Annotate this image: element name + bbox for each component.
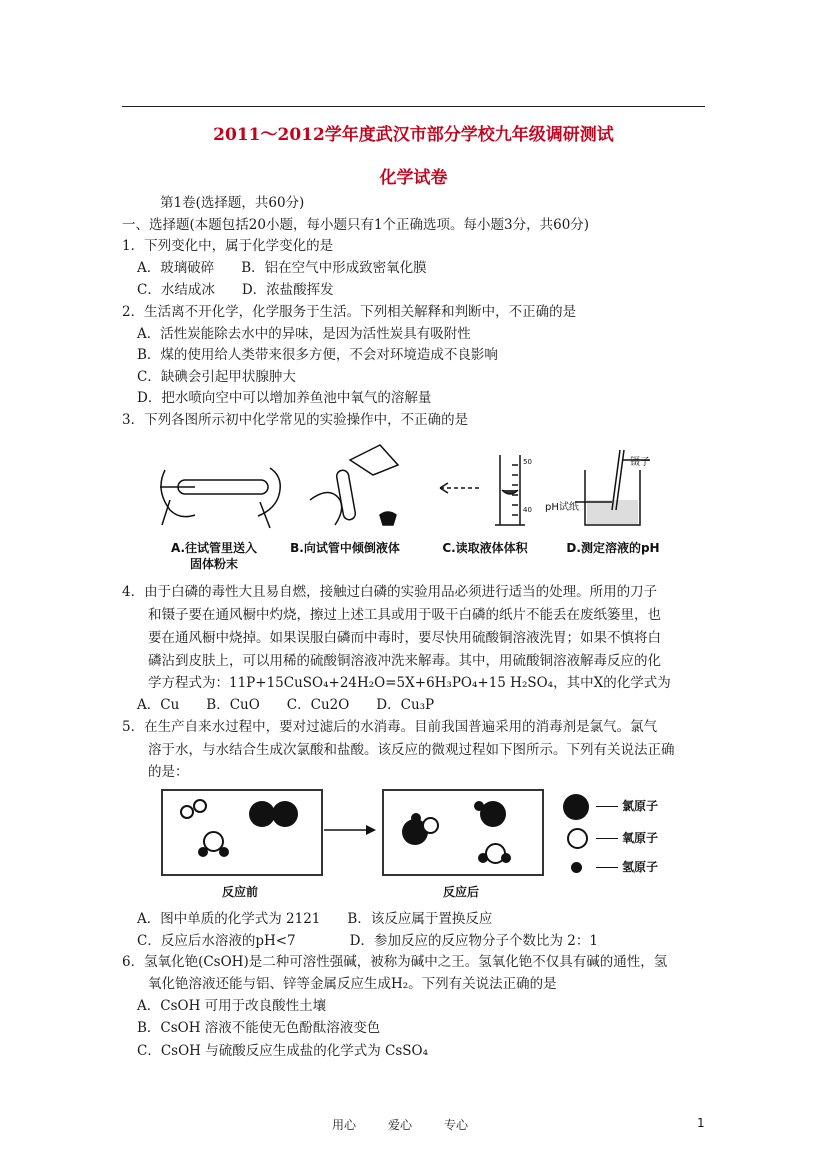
legend-chlorine: 氯原子 — [622, 799, 659, 813]
q4-line-2: 和镊子要在通风橱中灼烧，擦过上述工具或用于吸干白磷的纸片不能丢在废纸篓里，也 — [148, 607, 661, 623]
q2-option-c: C．缺碘会引起甲状腺肿大 — [137, 369, 296, 385]
q6-option-a: A．CsOH 可用于改良酸性土壤 — [137, 998, 327, 1014]
instructions: 一、选择题(本题包括20小题，每小题只有1个正确选项。每小题3分，共60分) — [122, 217, 590, 233]
hydrogen-atom — [501, 853, 511, 863]
cylinder-scale-top: 50 — [523, 458, 532, 466]
legend-oxygen-icon — [567, 828, 588, 849]
q3-caption-d: D.测定溶液的pH — [566, 541, 660, 555]
q6-option-b: B．CsOH 溶液不能使无色酚酞溶液变色 — [137, 1020, 381, 1036]
hydrogen-atom — [219, 847, 229, 857]
q2-stem: 2．生活离不开化学，化学服务于生活。下列相关解释和判断中，不正确的是 — [122, 304, 577, 320]
q6-line-1: 6．氢氧化铯(CsOH)是二种可溶性强碱，被称为碱中之王。氢氧化铯不仅具有碱的通性，氢 — [122, 954, 668, 970]
q3-stem: 3．下列各图所示初中化学常见的实验操作中，不正确的是 — [122, 412, 469, 428]
q1-options-ab: A．玻璃破碎 B．铝在空气中形成致密氧化膜 — [137, 260, 427, 276]
q4-line-1: 4．由于白磷的毒性大且易自燃，接触过白磷的实验用品必须进行适当的处理。所用的刀子 — [122, 584, 658, 600]
reaction-before-box — [161, 789, 323, 876]
q5-options-ab: A．图中单质的化学式为 2121 B．该反应属于置换反应 — [137, 911, 493, 927]
reaction-after-box — [382, 789, 544, 876]
q5-line-2: 溶于水，与水结合生成次氯酸和盐酸。该反应的微观过程如下图所示。下列有关说法正确 — [148, 742, 675, 758]
label-tweezers: 镊子 — [630, 457, 650, 468]
page-number: 1 — [697, 1116, 705, 1130]
hydrogen-atom — [193, 799, 207, 813]
exam-title: 2011～2012学年度武汉市部分学校九年级调研测试 — [213, 125, 614, 145]
oxygen-atom — [422, 817, 439, 834]
label-after: 反应后 — [442, 885, 479, 899]
q3-caption-a-line2: 固体粉末 — [189, 557, 238, 571]
q2-option-b: B．煤的使用给人类带来很多方便，不会对环境造成不良影响 — [137, 347, 498, 363]
figure-a-test-tube — [160, 468, 280, 528]
hydrogen-atom — [180, 805, 194, 819]
q2-option-a: A．活性炭能除去水中的异味，是因为活性炭具有吸附性 — [137, 326, 471, 342]
legend-hydrogen: 氢原子 — [622, 860, 659, 874]
q5-line-1: 5．在生产自来水过程中，要对过滤后的水消毒。目前我国普遍采用的消毒剂是氯气。氯气 — [122, 719, 658, 735]
lab-operations-illustration — [150, 440, 670, 540]
legend-hydrogen-icon — [571, 862, 582, 873]
figure-c-cylinder — [440, 455, 525, 525]
q4-line-5: 学方程式为：11P+15CuSO₄+24H₂O=5X+6H₃PO₄+15 H₂SO₄，其中X的化学式为 — [148, 675, 671, 691]
q5-line-3: 的是： — [148, 764, 189, 780]
footer-word-3: 专心 — [444, 1118, 469, 1132]
footer-word-2: 爱心 — [388, 1118, 413, 1132]
reaction-arrow-icon — [322, 822, 378, 838]
q5-options-cd: C．反应后水溶液的pH<7 D．参加反应的反应物分子个数比为 2：1 — [137, 933, 598, 949]
q4-line-3: 要在通风橱中烧掉。如果误服白磷而中毒时，要尽快用硫酸铜溶液洗胃；如果不慎将白 — [148, 630, 661, 646]
legend-chlorine-icon — [563, 794, 589, 820]
chlorine-atom — [272, 801, 298, 827]
hydrogen-atom — [474, 801, 484, 811]
q3-caption-b: B.向试管中倾倒液体 — [290, 541, 400, 555]
q1-stem: 1．下列变化中，属于化学变化的是 — [122, 238, 334, 254]
q3-caption-a — [156, 540, 272, 572]
label-ph-paper: pH试纸 — [545, 502, 579, 513]
hydrogen-atom — [198, 847, 208, 857]
figure-b-pouring — [310, 445, 398, 525]
legend-line — [596, 806, 618, 807]
q4-line-4: 磷沾到皮肤上，可以用稀的硫酸铜溶液冲洗来解毒。其中，用硫酸铜溶液解毒反应的化 — [148, 653, 661, 669]
legend-line — [596, 867, 618, 868]
hydrogen-atom — [411, 813, 421, 823]
header-rule — [122, 106, 705, 107]
q3-caption-a-line1: A.往试管里送入 — [170, 541, 258, 555]
exam-subtitle: 化学试卷 — [379, 168, 448, 188]
footer-word-1: 用心 — [332, 1118, 357, 1132]
label-before: 反应前 — [221, 885, 258, 899]
legend-oxygen: 氧原子 — [622, 831, 659, 845]
q1-options-cd: C．水结成冰 D．浓盐酸挥发 — [137, 282, 334, 298]
hydrogen-atom — [478, 853, 488, 863]
q6-line-2: 氧化铯溶液还能与铝、锌等金属反应生成H₂。下列有关说法正确的是 — [148, 976, 557, 992]
legend-line — [596, 838, 618, 839]
cylinder-scale-bottom: 40 — [523, 506, 532, 514]
section-heading: 第1卷(选择题，共60分) — [160, 195, 305, 211]
q6-option-c: C．CsOH 与硫酸反应生成盐的化学式为 CsSO₄ — [137, 1043, 428, 1059]
q4-options: A．Cu B．CuO C．Cu2O D．Cu₃P — [137, 697, 435, 713]
q3-caption-c: C.读取液体体积 — [442, 541, 528, 555]
q2-option-d: D．把水喷向空中可以增加养鱼池中氧气的溶解量 — [137, 390, 432, 406]
